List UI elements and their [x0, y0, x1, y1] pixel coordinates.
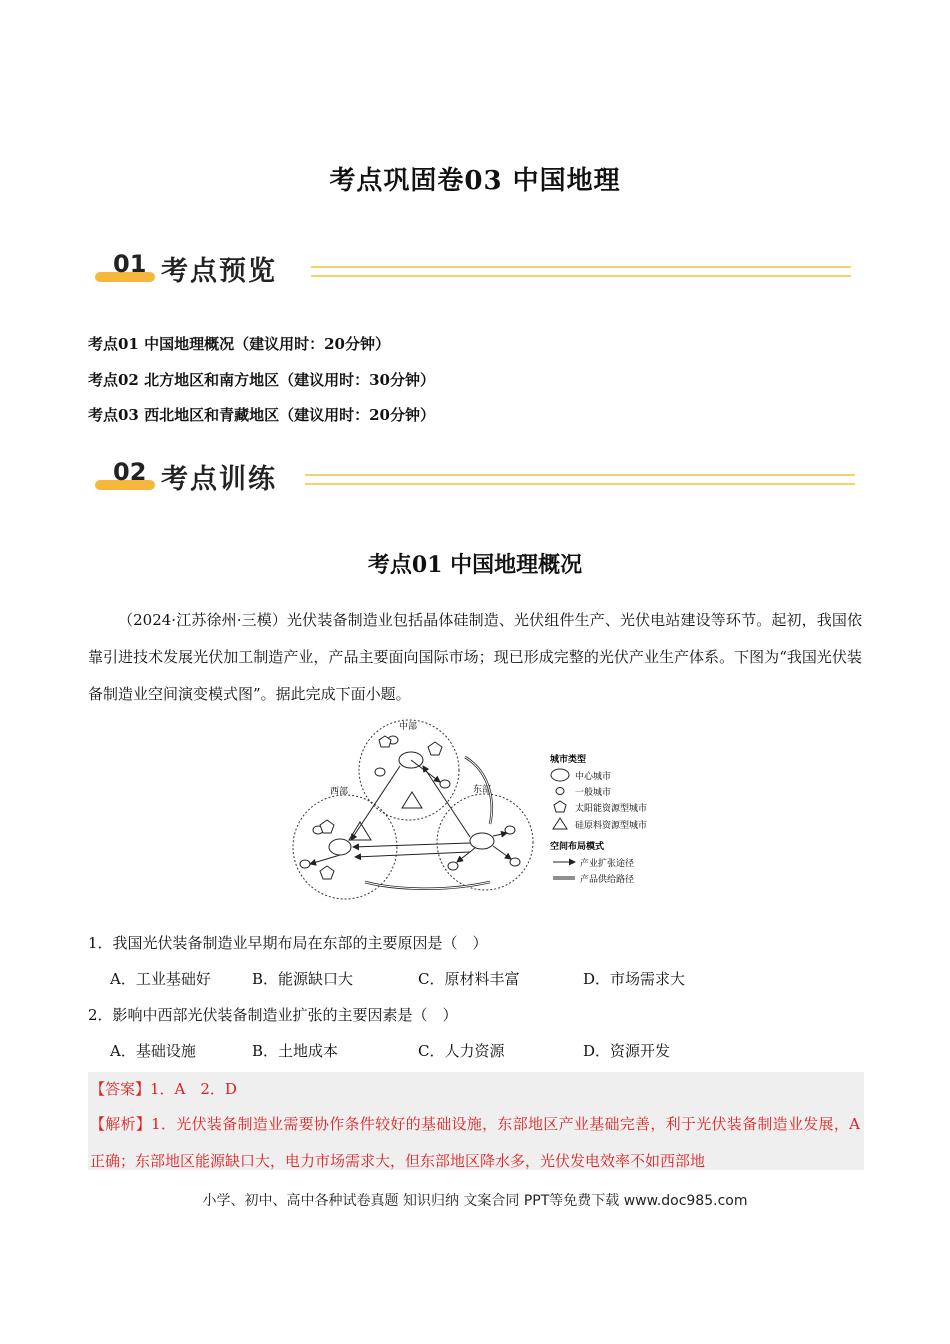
section-number: 01 [113, 250, 147, 278]
expansion-path [355, 852, 470, 857]
legend-supply-path: 产品供给路径 [580, 875, 635, 885]
expansion-path [493, 846, 511, 859]
topic-subtitle: 考点01 中国地理概况 [367, 552, 583, 578]
legend-expansion-path: 产业扩张途径 [580, 859, 635, 869]
expansion-path [310, 855, 340, 864]
legend-center-city-symbol [551, 769, 569, 781]
option-d: D．资源开发 [583, 1042, 671, 1060]
page-footer: 小学、初中、高中各种试卷真题 知识归纳 文案合同 PPT等免费下载 www.doc985.com [202, 1193, 748, 1209]
legend-general-city: 一般城市 [575, 788, 612, 798]
general-city [300, 860, 310, 868]
spatial-evolution-diagram [285, 712, 670, 902]
answer-text: 1．A 2．D [150, 1080, 237, 1098]
question-intro: （2024·江苏徐州·三模）光伏装备制造业包括晶体硅制造、光伏组件生产、光伏电站建设等环节。起初，我国依靠引进技术发展光伏加工制造产业，产品主要面向国际市场；现已形成完整的光伏产业生产体系。下图为“我国光伏装备制造业空间演变模式图”。据此完成下面小题。 [88, 611, 862, 703]
solar-city [320, 820, 334, 833]
section-header-preview [95, 252, 855, 292]
answer-label: 【答案】 [90, 1080, 151, 1098]
explanation-text: 1．光伏装备制造业需要协作条件较好的基础设施，东部地区产业基础完善，利于光伏装备制造业发展，A正确；东部地区能源缺口大，电力市场需求大，但东部地区降水多，光伏发电效率不如西部地 [90, 1115, 860, 1170]
section-number: 02 [113, 458, 147, 486]
legend-solar-city: 太阳能资源型城市 [575, 804, 648, 814]
preview-item: 考点03 西北地区和青藏地区（建议用时：20分钟） [88, 406, 435, 424]
solar-city [428, 742, 442, 755]
general-city [448, 862, 458, 870]
question-stem: 1．我国光伏装备制造业早期布局在东部的主要原因是（ ） [88, 934, 488, 952]
general-city [510, 858, 520, 866]
option-d: D．市场需求大 [583, 970, 686, 988]
region-label-west: 西部 [330, 787, 349, 797]
legend-silicon-city: 硅原料资源型城市 [575, 821, 648, 831]
legend-general-city-symbol [556, 788, 564, 795]
center-city [329, 839, 351, 855]
section-divider [305, 474, 855, 485]
expansion-path [351, 766, 400, 840]
option-b: B．土地成本 [252, 1042, 339, 1060]
solar-city [320, 866, 334, 879]
legend-solar-city-symbol [554, 801, 566, 812]
answer-line [90, 1078, 237, 1099]
preview-item: 考点01 中国地理概况（建议用时：20分钟） [88, 335, 390, 353]
preview-item: 考点02 北方地区和南方地区（建议用时：30分钟） [88, 371, 435, 389]
expansion-path [457, 848, 475, 862]
legend-center-city: 中心城市 [575, 772, 612, 782]
explanation-label: 【解析】 [90, 1115, 152, 1133]
silicon-city [402, 792, 422, 808]
region-label-east: 东部 [473, 785, 492, 795]
option-c: C．原材料丰富 [418, 970, 520, 988]
explanation [90, 1106, 860, 1170]
section-title: 考点预览 [161, 256, 277, 287]
section-divider [311, 266, 851, 277]
expansion-path [493, 833, 507, 836]
diagram-svg [285, 712, 670, 902]
option-a: A．工业基础好 [110, 970, 211, 988]
legend-title-layout: 空间布局模式 [550, 842, 605, 852]
question-stem: 2．影响中西部光伏装备制造业扩张的主要因素是（ ） [88, 1006, 458, 1024]
center-city [470, 833, 494, 849]
expansion-path [411, 760, 440, 782]
section-header-training [95, 460, 857, 500]
region-label-central: 中部 [399, 722, 418, 732]
general-city [375, 768, 385, 776]
option-c: C．人力资源 [418, 1042, 505, 1060]
general-city [440, 780, 450, 788]
option-a: A．基础设施 [110, 1042, 196, 1060]
legend-title-city-types: 城市类型 [550, 755, 587, 765]
document-title: 考点巩固卷03 中国地理 [329, 166, 621, 196]
option-b: B．能源缺口大 [252, 970, 354, 988]
expansion-path [353, 843, 470, 847]
section-title: 考点训练 [161, 464, 277, 495]
expansion-path [423, 766, 470, 837]
legend-silicon-city-symbol [553, 818, 567, 829]
answer-box [88, 1072, 864, 1170]
